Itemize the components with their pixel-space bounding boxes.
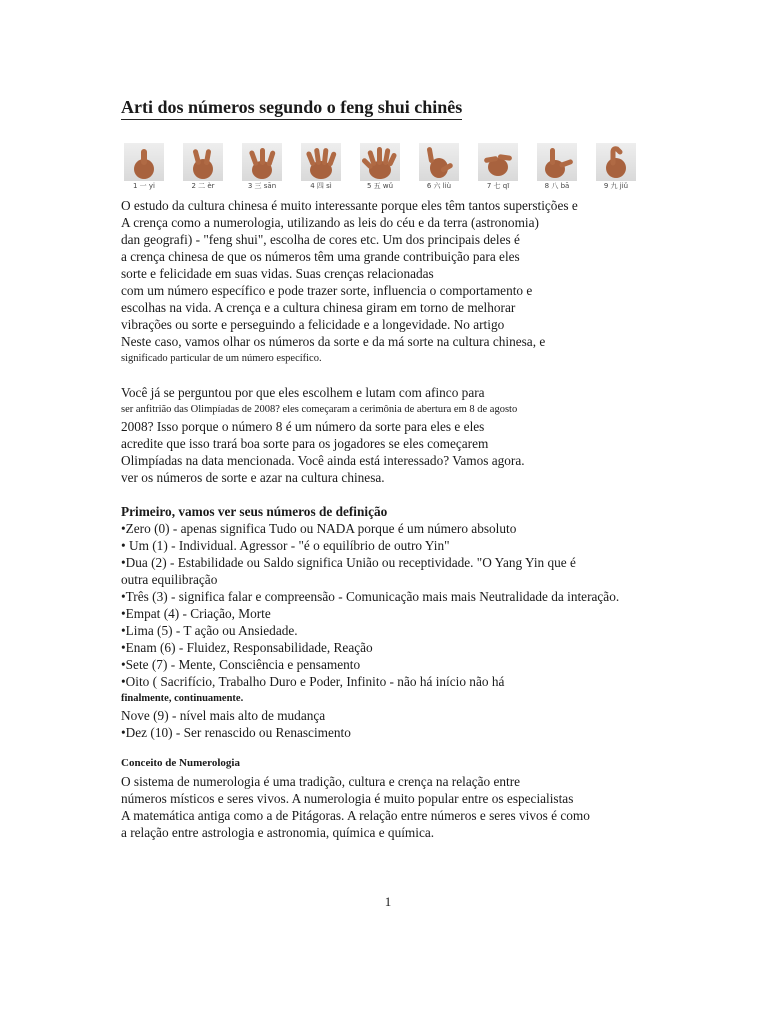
gesture-1: [122, 143, 166, 193]
list-item: •Sete (7) - Mente, Consciência e pensamento: [121, 657, 361, 672]
list-item: •Dez (10) - Ser renascido ou Renascimento: [121, 725, 351, 740]
list-item: • Um (1) - Individual. Agressor - "é o equilíbrio de outro Yin": [121, 538, 450, 553]
hand-eight-icon: [537, 143, 577, 181]
text-line-small: significado particular de um número específico.: [121, 353, 322, 364]
text-line: acredite que isso trará boa sorte para os jogadores se eles começarem: [121, 436, 489, 451]
text-line: A matemática antiga como a de Pitágoras. A relação entre números e seres vivos é como: [121, 808, 590, 823]
text-line: ver os números de sorte e azar na cultura chinesa.: [121, 470, 385, 485]
text-line: O estudo da cultura chinesa é muito interessante porque eles têm tantos superstições e: [121, 198, 578, 213]
list-item: outra equilibração: [121, 572, 218, 587]
list-item: •Empat (4) - Criação, Morte: [121, 606, 271, 621]
text-line: a relação entre astrologia e astronomia, química e química.: [121, 825, 435, 840]
gesture-caption: 8 八 bā: [544, 182, 570, 190]
gesture-5: [358, 143, 402, 193]
text-line: A crença como a numerologia, utilizando as leis do céu e da terra (astronomia): [121, 215, 539, 230]
page-title: Arti dos números segundo o feng shui chinês: [121, 96, 462, 120]
hand-gesture-strip: [122, 143, 634, 193]
gesture-7: [476, 143, 520, 193]
olympics-paragraph: [121, 384, 681, 486]
gesture-caption: 6 六 liù: [426, 182, 452, 190]
hand-nine-icon: [596, 143, 636, 181]
text-line: sorte e felicidade em suas vidas. Suas crenças relacionadas: [121, 266, 434, 281]
numerology-heading: Conceito de Numerologia: [121, 757, 240, 769]
text-line: Olimpíadas na data mencionada. Você ainda está interessado? Vamos agora.: [121, 453, 525, 468]
hand-six-icon: [419, 143, 459, 181]
page-number: 1: [384, 894, 392, 909]
gesture-caption: 3 三 sān: [247, 182, 277, 190]
list-item: •Enam (6) - Fluidez, Responsabilidade, Reação: [121, 640, 373, 655]
list-item: Nove (9) - nível mais alto de mudança: [121, 708, 326, 723]
text-line: a crença chinesa de que os números têm uma grande contribuição para eles: [121, 249, 520, 264]
text-line: vibrações ou sorte e perseguindo a felicidade e a longevidade. No artigo: [121, 317, 505, 332]
gesture-6: [417, 143, 461, 193]
text-line: dan geografi) - "feng shui", escolha de cores etc. Um dos principais deles é: [121, 232, 520, 247]
text-line: escolhas na vida. A crença e a cultura chinesa giram em torno de melhorar: [121, 300, 516, 315]
hand-seven-icon: [478, 143, 518, 181]
gesture-caption: 9 九 jiǔ: [603, 182, 629, 190]
text-line: Neste caso, vamos olhar os números da sorte e da má sorte na cultura chinesa, e: [121, 334, 546, 349]
text-line: 2008? Isso porque o número 8 é um número da sorte para eles e eles: [121, 419, 485, 434]
gesture-caption: 1 一 yi: [133, 182, 155, 190]
gesture-3: [240, 143, 284, 193]
gesture-caption: 5 五 wǔ: [366, 182, 394, 190]
text-line: com um número específico e pode trazer sorte, influencia o comportamento e: [121, 283, 533, 298]
definitions-heading: Primeiro, vamos ver seus números de definição: [121, 504, 388, 519]
gesture-9: [594, 143, 638, 193]
list-item: •Lima (5) - T ação ou Ansiedade.: [121, 623, 298, 638]
list-item-small: finalmente, continuamente.: [121, 693, 244, 704]
intro-paragraph: [121, 197, 681, 367]
text-line: números místicos e seres vivos. A numerologia é muito popular entre os especialistas: [121, 791, 574, 806]
list-item: •Dua (2) - Estabilidade ou Saldo significa União ou receptividade. "O Yang Yin que é: [121, 555, 576, 570]
gesture-2: [181, 143, 225, 193]
gesture-caption: 4 四 sì: [310, 182, 332, 190]
hand-one-icon: [124, 143, 164, 181]
definitions-section: [121, 503, 681, 741]
list-item: •Zero (0) - apenas significa Tudo ou NADA porque é um número absoluto: [121, 521, 517, 536]
gesture-caption: 7 七 qī: [486, 182, 510, 190]
text-line: O sistema de numerologia é uma tradição, cultura e crença na relação entre: [121, 774, 521, 789]
hand-two-icon: [183, 143, 223, 181]
list-item: •Três (3) - significa falar e compreensão - Comunicação mais mais Neutralidade da interação.: [121, 589, 620, 604]
gesture-4: [299, 143, 343, 193]
text-line: Você já se perguntou por que eles escolhem e lutam com afinco para: [121, 385, 485, 400]
hand-three-icon: [242, 143, 282, 181]
text-line-small: ser anfitrião das Olimpíadas de 2008? eles começaram a cerimônia de abertura em 8 de agosto: [121, 404, 518, 415]
gesture-caption: 2 二 èr: [191, 182, 215, 190]
gesture-8: [535, 143, 579, 193]
document-body: [121, 197, 681, 841]
list-item: •Oito ( Sacrifício, Trabalho Duro e Poder, Infinito - não há início não há: [121, 674, 505, 689]
numerology-section: [121, 753, 681, 841]
hand-five-icon: [360, 143, 400, 181]
hand-four-icon: [301, 143, 341, 181]
